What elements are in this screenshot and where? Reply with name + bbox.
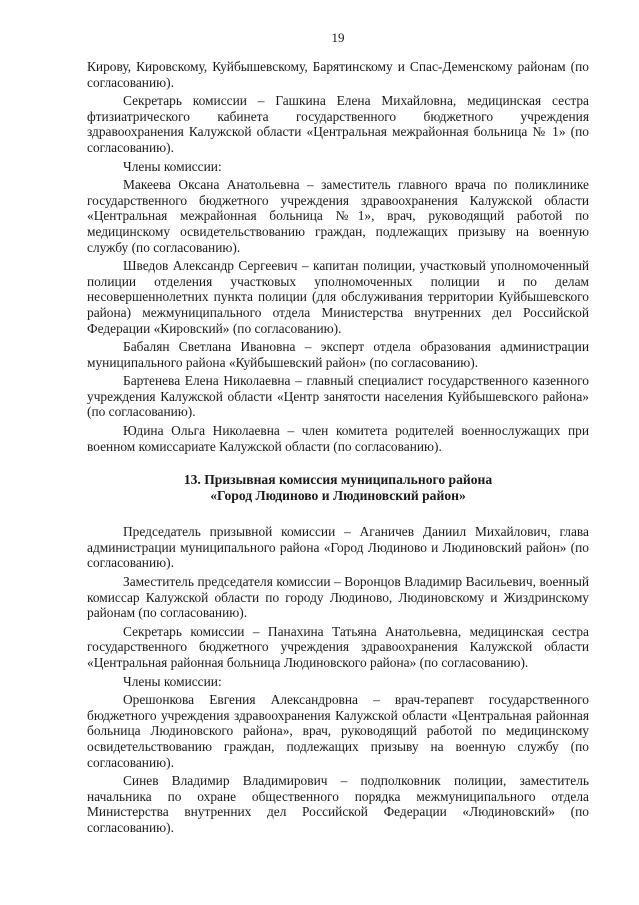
section-heading-line-1: 13. Призывная комиссия муниципального района <box>183 472 493 488</box>
paragraph: Бабалян Светлана Ивановна – эксперт отдела образования администрации муниципального района «Куйбышевский район» (по согласованию). <box>87 339 589 370</box>
section-heading <box>87 472 589 504</box>
top-section <box>87 59 589 454</box>
paragraph: Орешонкова Евгения Александровна – врач-терапевт государственного бюджетного учреждения здравоохранения Калужской области «Центральная районная больница Людиновского района», врач, руководящий работой по медицинскому освидетельствованию граждан, подлежащих призыву на военную службу (по согласованию). <box>87 692 589 770</box>
paragraph: Бартенева Елена Николаевна – главный специалист государственного казенного учреждения Калужской области «Центр занятости населения Куйбышевского района» (по согласованию). <box>87 373 589 420</box>
paragraph: Члены комиссии: <box>123 673 222 689</box>
paragraph: Секретарь комиссии – Панахина Татьяна Анатольевна, медицинская сестра государственного бюджетного учреждения здравоохранения Калужской области «Центральная районная больница Людиновского района» (по согласованию). <box>87 623 589 670</box>
page-number: 19 <box>331 30 345 45</box>
bottom-section <box>87 524 589 835</box>
paragraph: Шведов Александр Сергеевич – капитан полиции, участковый уполномоченный полиции отделения участковых уполномоченных полиции и по делам несовершеннолетних пункта полиции (для обслуживания территории Куйбышевского района) межмуниципального отдела Министерства внутренних дел Российской Федерации «Кировский» (по согласованию). <box>87 258 589 336</box>
paragraph: Юдина Ольга Николаевна – член комитета родителей военнослужащих при военном комиссариате Калужской области (по согласованию). <box>87 423 589 454</box>
paragraph: Председатель призывной комиссии – Аганичев Даниил Михайлович, глава администрации муниципального района «Город Людиново и Людиновский район» (по согласованию). <box>87 524 589 571</box>
paragraph: Члены комиссии: <box>123 158 222 174</box>
paragraph: Заместитель председателя комиссии – Воронцов Владимир Васильевич, военный комиссар Калужской области по городу Людиново, Людиновскому и Жиздринскому районам (по согласованию). <box>87 574 589 621</box>
paragraph: Кирову, Кировскому, Куйбышевскому, Барятинскому и Спас-Деменскому районам (по согласованию). <box>87 59 589 90</box>
section-heading-line-2: «Город Людиново и Людиновский район» <box>210 488 466 504</box>
paragraph: Синев Владимир Владимирович – подполковник полиции, заместитель начальника по охране общественного порядка межмуниципального отдела Министерства внутренних дел Российской Федерации «Людиновский» (по согласованию). <box>87 773 589 835</box>
paragraph: Секретарь комиссии – Гашкина Елена Михайловна, медицинская сестра фтизиатрического кабинета государственного бюджетного учреждения здравоохранения Калужской области «Центральная межрайонная больница № 1» (по согласованию). <box>87 93 589 155</box>
paragraph: Макеева Оксана Анатольевна – заместитель главного врача по поликлинике государственного бюджетного учреждения здравоохранения Калужской области «Центральная межрайонная больница №1», врач, руководящий работой по медицинскому освидетельствованию граждан, подлежащих призыву на военную службу (по согласованию). <box>87 177 589 255</box>
